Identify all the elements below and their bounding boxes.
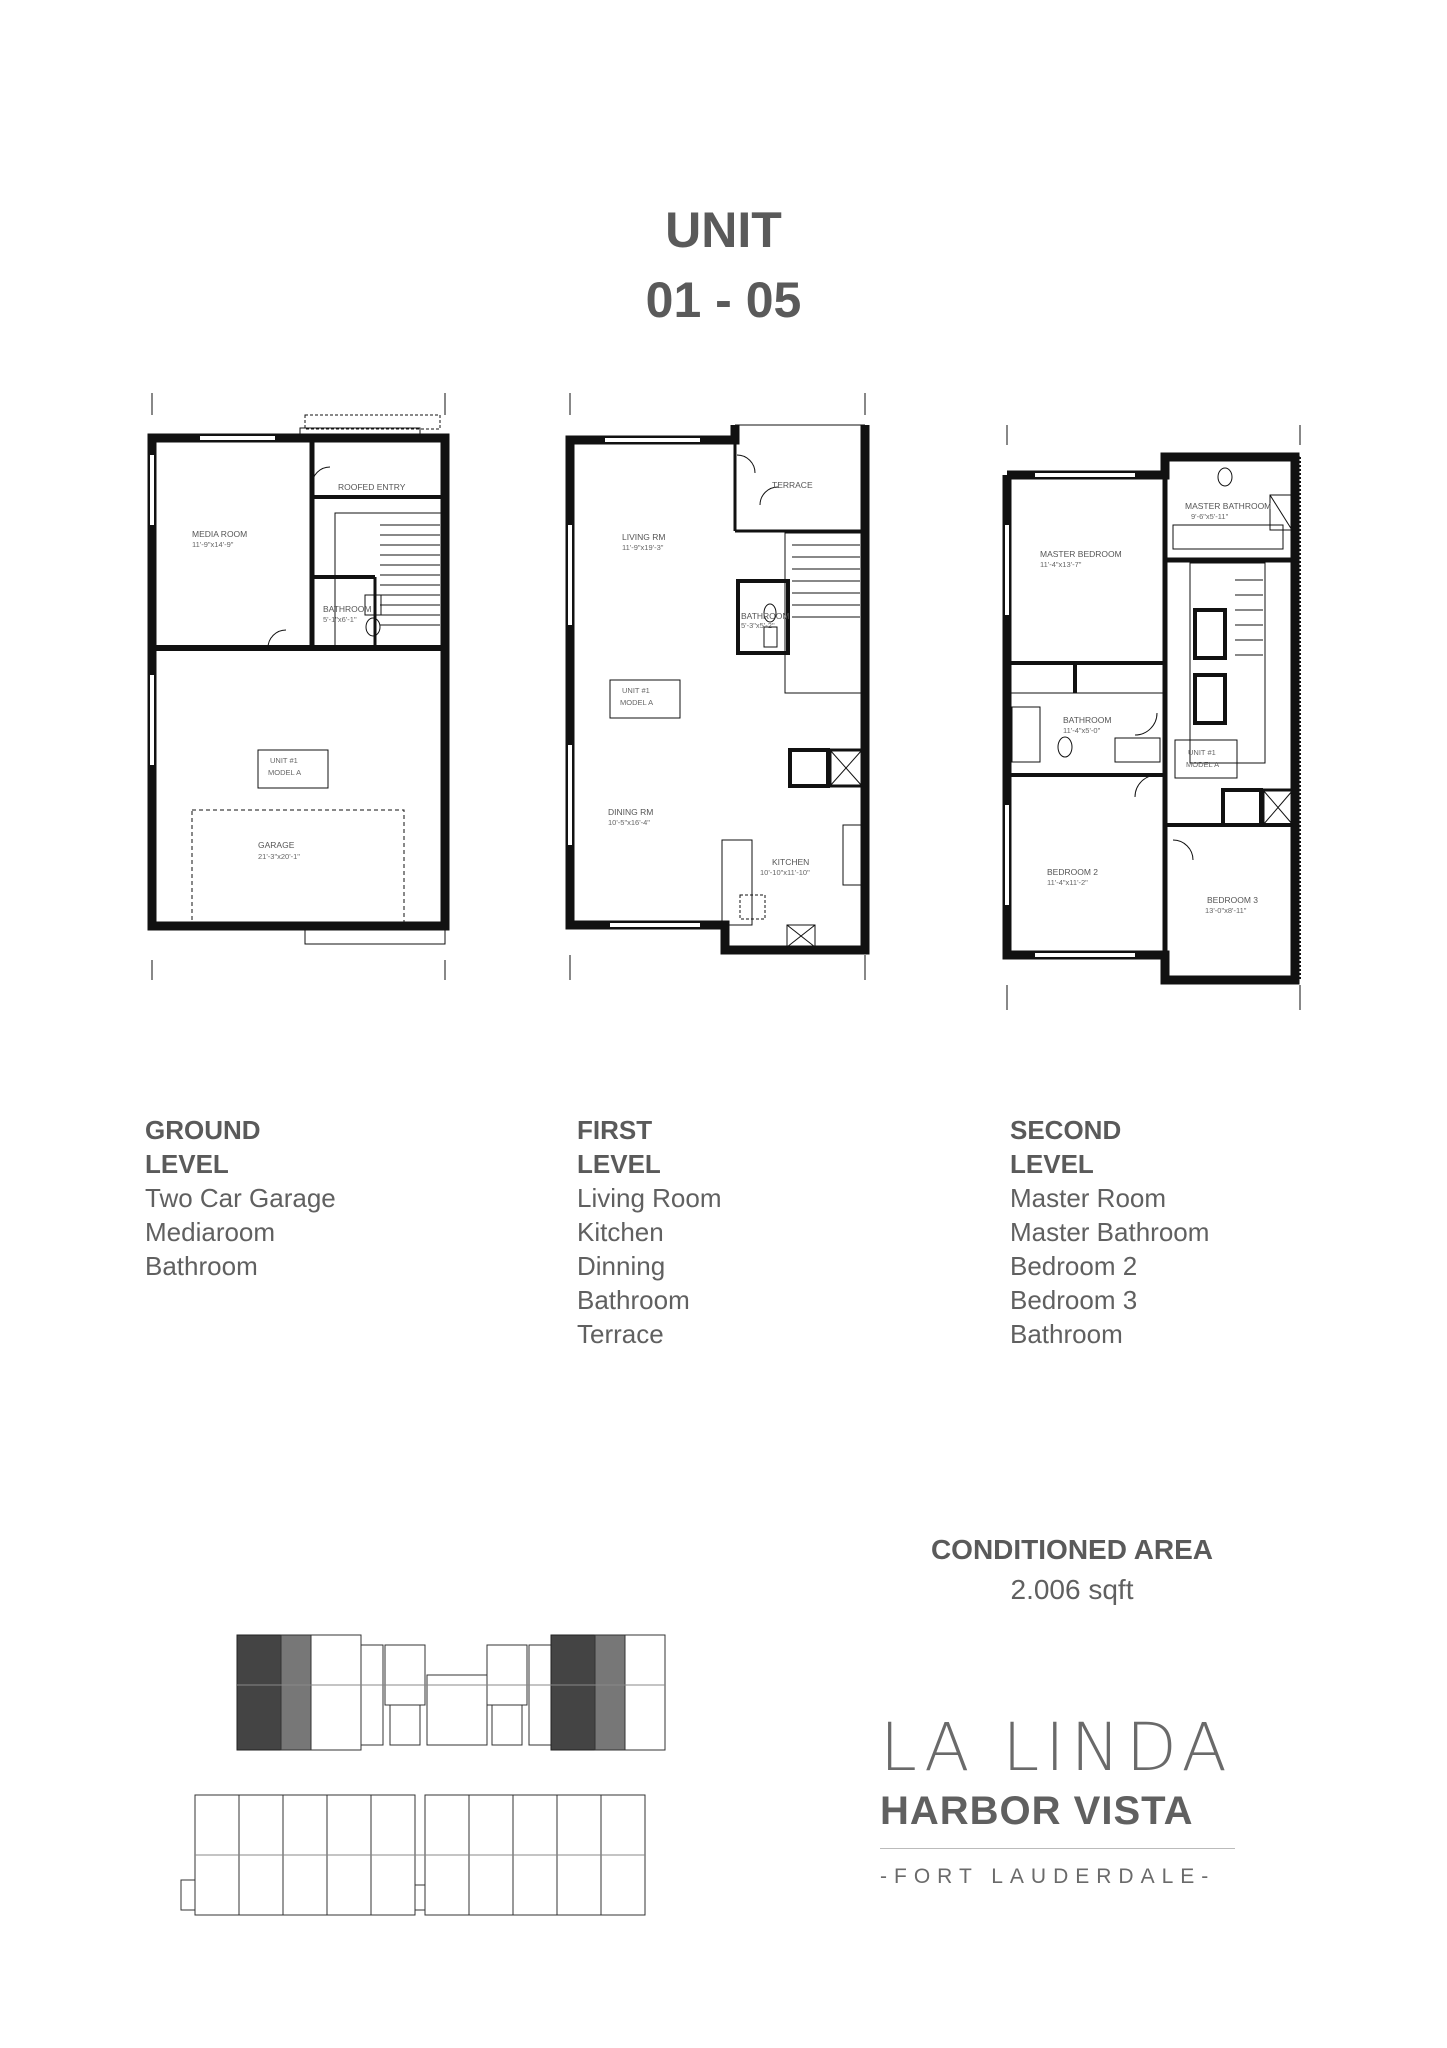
ground-unit-tag: UNIT #1 [270,756,298,765]
ground-bathroom-label: BATHROOM [323,604,372,614]
ground-level-description [145,1113,336,1283]
ground-model-tag: MODEL A [268,768,302,777]
first-level-name-1: FIRST [577,1115,653,1145]
second-level-item: Master Room [1010,1183,1167,1213]
roofed-entry-label: ROOFED ENTRY [338,482,406,492]
bedroom-2-label: BEDROOM 2 [1047,867,1099,877]
first-level-item: Living Room [577,1183,722,1213]
master-bathroom-dims: 9'-6"x5'-11" [1191,512,1229,521]
unit-title: UNIT [665,202,782,258]
second-level-item: Bathroom [1010,1319,1123,1349]
second-bathroom-label: BATHROOM [1063,715,1112,725]
second-level-description [1010,1113,1209,1351]
site-plan-thumbnail [175,1615,675,1930]
ground-level-name-2: LEVEL [145,1149,229,1179]
second-level-item: Bedroom 2 [1010,1251,1138,1281]
first-level-floor-plan [560,385,880,985]
first-model-tag: MODEL A [620,698,654,707]
second-model-tag: MODEL A [1186,760,1220,769]
logo-line-3: -FORT LAUDERDALE- [880,1865,1216,1888]
logo-line-2: HARBOR VISTA [880,1789,1194,1833]
garage-dims: 21'-3"x20'-1" [258,852,300,861]
logo-line-1: LA LINDA [880,1709,1233,1786]
first-level-description [577,1113,722,1351]
second-unit-tag: UNIT #1 [1188,748,1216,757]
first-level-item: Terrace [577,1319,664,1349]
ground-level-name-1: GROUND [145,1115,261,1145]
second-level-name-2: LEVEL [1010,1149,1094,1179]
master-bathroom-label: MASTER BATHROOM [1185,501,1272,511]
first-bathroom-dims: 5'-3"x5'-2" [741,621,775,630]
conditioned-area [912,1530,1232,1610]
ground-level-item: Two Car Garage [145,1183,336,1213]
first-bathroom-label: BATHROOM [741,611,790,621]
bedroom-3-label: BEDROOM 3 [1207,895,1259,905]
ground-bathroom-dims: 5'-1"x6'-1" [323,615,357,624]
bedroom-2-dims: 11'-4"x11'-2" [1047,878,1088,887]
la-linda-harbor-vista-logo [880,1710,1260,1891]
first-level-item: Kitchen [577,1217,664,1247]
media-room-dims: 11'-9"x14'-9" [192,540,234,549]
second-level-name-1: SECOND [1010,1115,1122,1145]
kitchen-dims: 10'-10"x11'-10" [760,868,810,877]
conditioned-area-value: 2.006 sqft [1010,1574,1134,1605]
master-bedroom-dims: 11'-4"x13'-7" [1040,560,1082,569]
living-room-label: LIVING RM [622,532,666,542]
bedroom-3-dims: 13'-0"x8'-11" [1205,906,1247,915]
first-level-item: Dinning [577,1251,666,1281]
garage-label: GARAGE [258,840,295,850]
master-bedroom-label: MASTER BEDROOM [1040,549,1122,559]
second-bathroom-dims: 11'-4"x5'-0" [1063,726,1101,735]
first-unit-tag: UNIT #1 [622,686,650,695]
terrace-label: TERRACE [772,480,813,490]
dining-room-dims: 10'-5"x16'-4" [608,818,650,827]
ground-level-item: Mediaroom [145,1217,276,1247]
unit-number: 01 - 05 [645,272,802,328]
second-level-floor-plan [995,385,1315,1015]
first-level-name-2: LEVEL [577,1149,661,1179]
second-level-item: Master Bathroom [1010,1217,1210,1247]
conditioned-area-label: CONDITIONED AREA [930,1534,1214,1565]
ground-level-item: Bathroom [145,1251,258,1281]
living-room-dims: 11'-9"x19'-3" [622,543,664,552]
media-room-label: MEDIA ROOM [192,529,248,539]
ground-level-floor-plan [140,385,460,985]
kitchen-label: KITCHEN [772,857,810,867]
dining-room-label: DINING RM [608,807,654,817]
second-level-item: Bedroom 3 [1010,1285,1138,1315]
logo-divider [880,1848,1235,1849]
first-level-item: Bathroom [577,1285,690,1315]
